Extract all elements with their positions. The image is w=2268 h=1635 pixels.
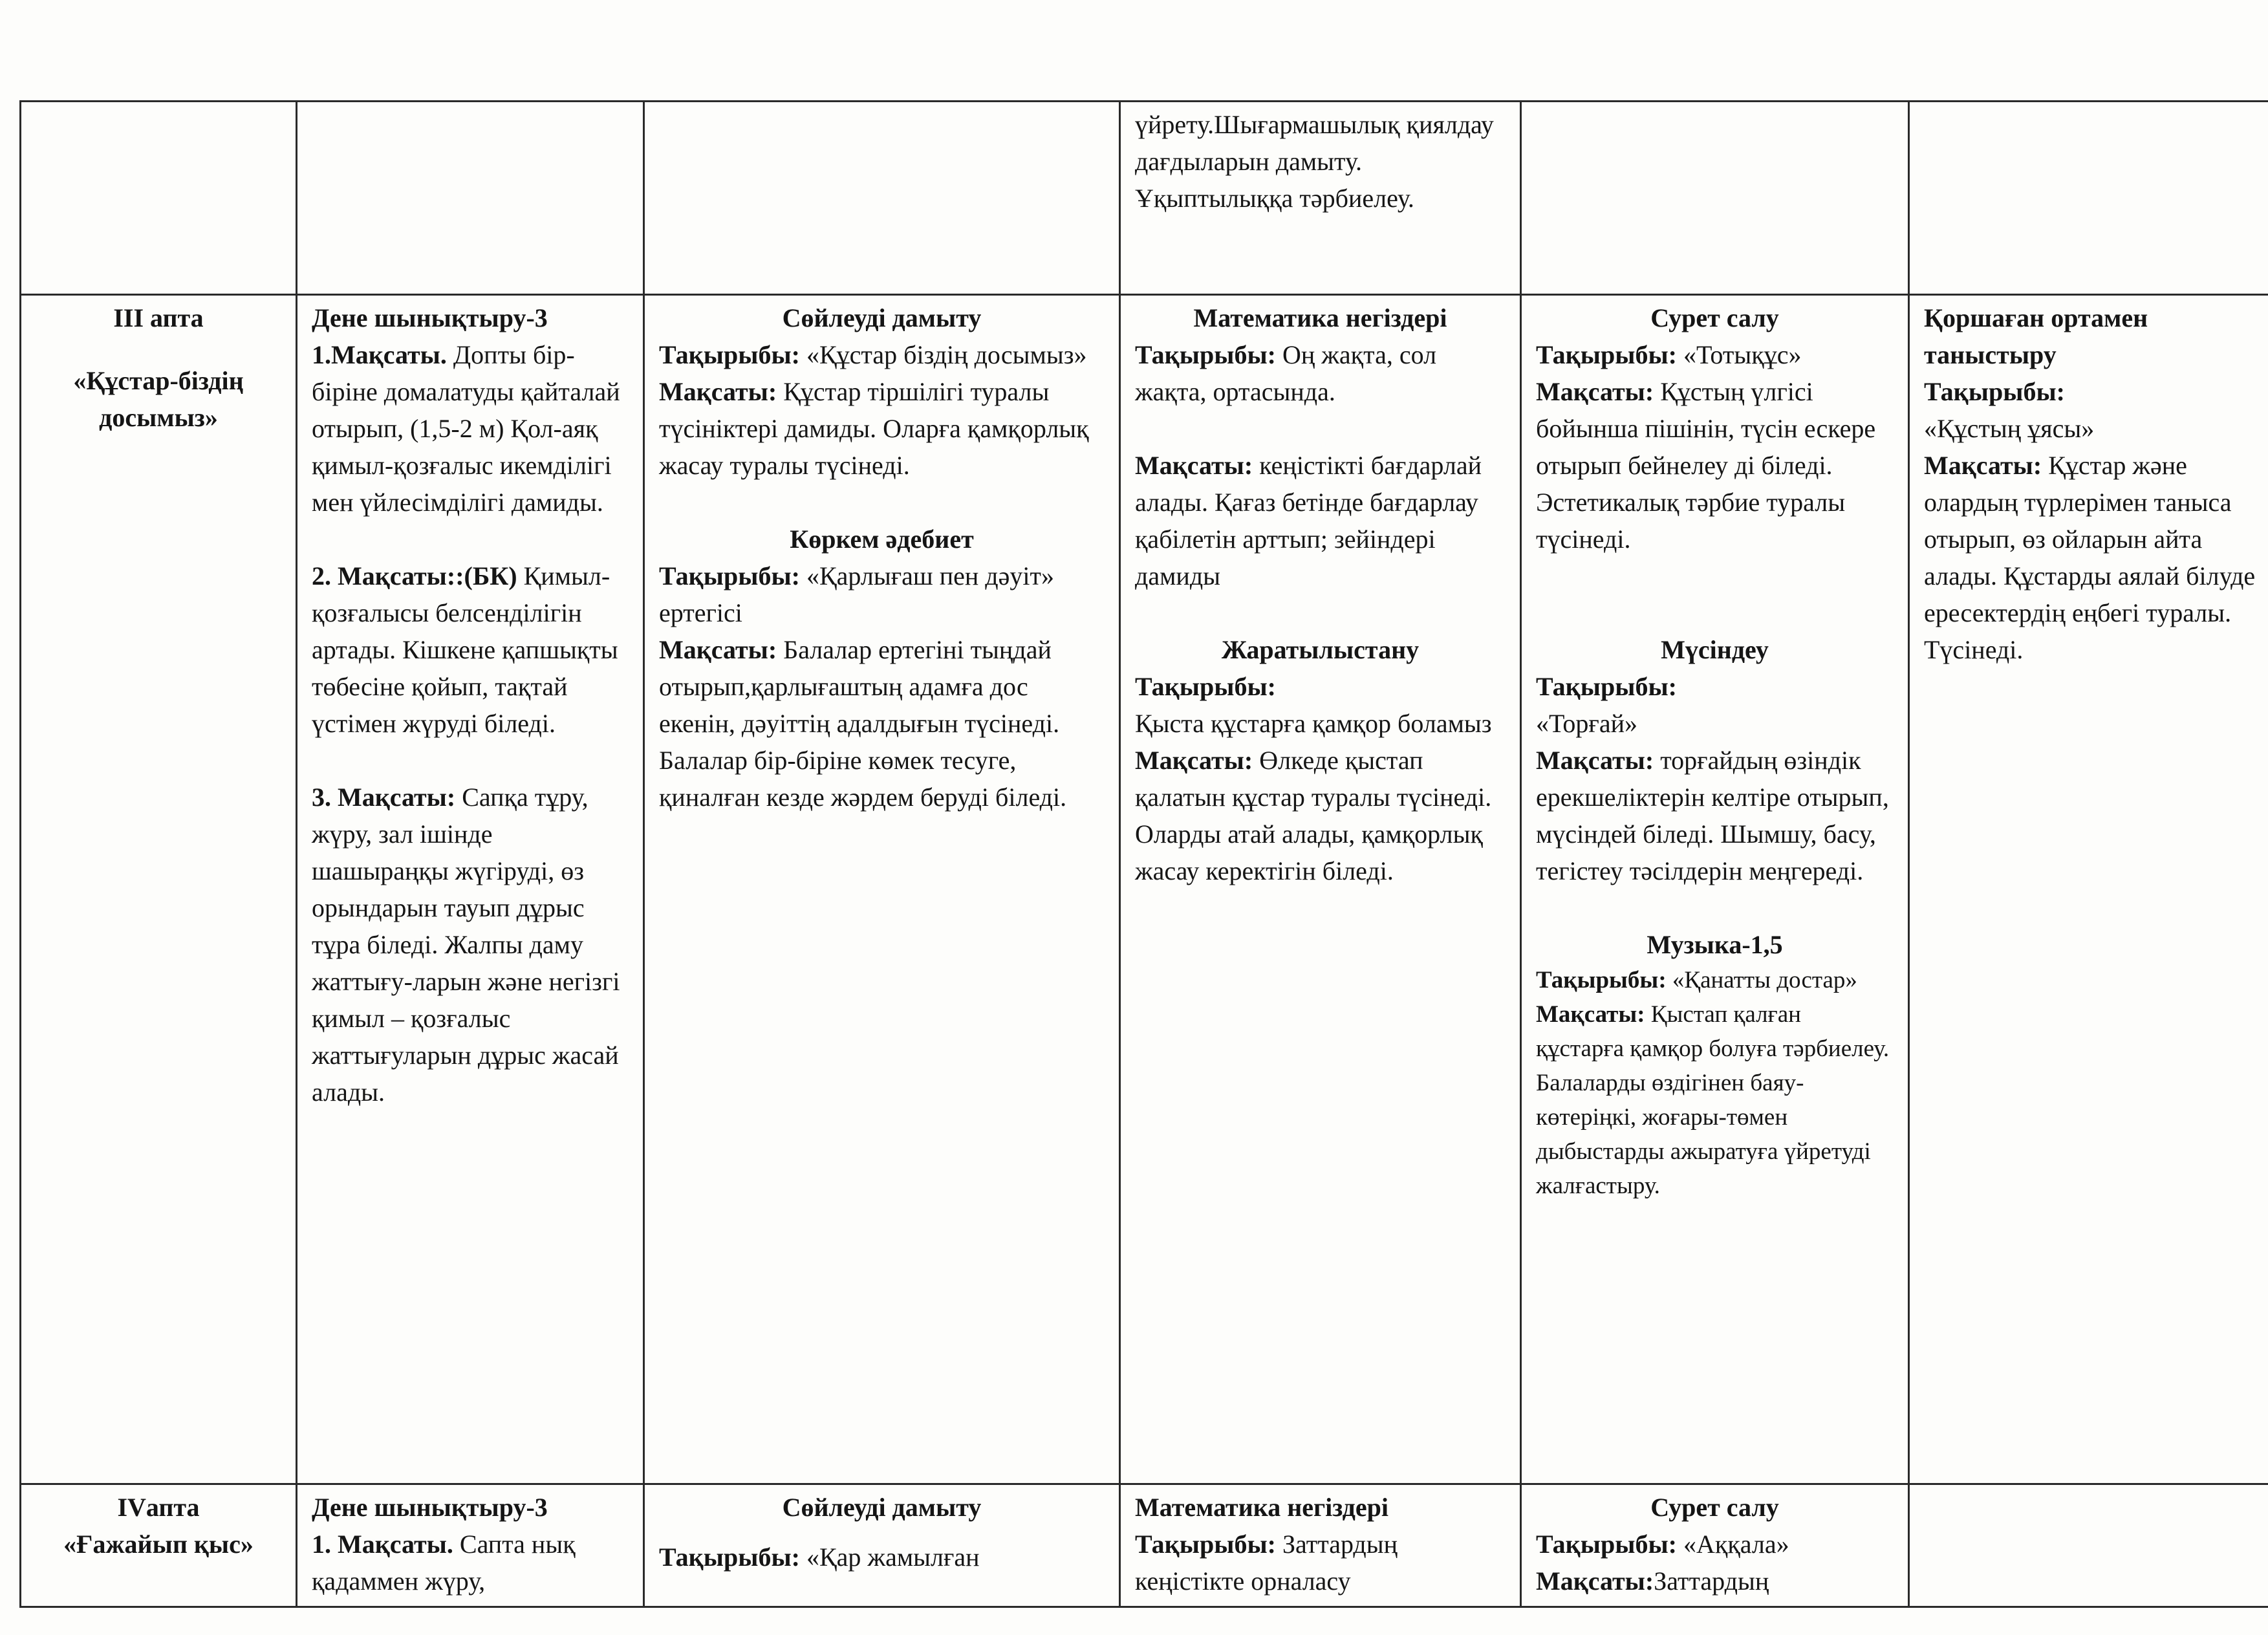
- env-cell: [1909, 295, 2268, 1484]
- goal-text: Допты бір-біріне домалатуды қайталай отырып, (1,5-2 м) Қол-аяқ қимыл-қозғалыс икемділігі мен үйлесімділігі дамиды.: [312, 340, 620, 517]
- goal-label: Мақсаты:: [1924, 451, 2042, 480]
- topic-label: Тақырыбы:: [1135, 672, 1276, 701]
- goal-text: Сапта нық қадаммен жүру,: [312, 1530, 576, 1596]
- topic-label: Тақырыбы:: [1135, 340, 1276, 369]
- pe-cell: [297, 1484, 644, 1607]
- topic-text: «Қарлығаш пен дәуіт» ертегісі: [659, 561, 1054, 627]
- subject-title: Музыка-1,5: [1647, 930, 1783, 959]
- topic-text: «Құстың ұясы»: [1924, 414, 2095, 443]
- pe-cell: [297, 102, 644, 295]
- goal-label: Мақсаты:: [1536, 746, 1654, 775]
- topic-text: «Тотықұс»: [1683, 340, 1802, 369]
- goal-text: Құстар тіршілігі туралы түсініктері дамиды. Оларға қамқорлық жасау туралы түсінеді.: [659, 377, 1089, 480]
- topic-label: Тақырыбы:: [659, 1543, 800, 1572]
- goal-label: Мақсаты:: [1536, 1566, 1654, 1596]
- goal-label: Мақсаты:: [659, 377, 777, 406]
- goal-text: Қыстап қалған құстарға қамқор болуға тәрбиелеу. Балаларды өздігінен баяу-көтеріңкі, жоғары-төмен дыбыстарды ажыратуға үйретуді жалғастыру.: [1536, 1001, 1890, 1199]
- goal-text: Өлкеде қыстап қалатын құстар туралы түсінеді. Оларды атай алады, қамқорлық жасау керектігін біледі.: [1135, 746, 1492, 885]
- subject-title: Сурет салу: [1650, 1493, 1779, 1522]
- goal-text: кеңістікті бағдарлай алады. Қағаз бетінде бағдарлау қабілетін арттып; зейіндері дамиды: [1135, 451, 1482, 590]
- goal-label: Мақсаты:: [1536, 1001, 1645, 1028]
- speech-cell: [644, 1484, 1120, 1607]
- subject-title: Сурет салу: [1650, 303, 1779, 332]
- art-cell: [1521, 1484, 1909, 1607]
- topic-label: Тақырыбы:: [1536, 1530, 1677, 1559]
- goal-text: Қимыл-қозғалысы белсенділігін артады. Кішкене қапшықты төбесіне қойып, тақтай үстімен жүруді біледі.: [312, 561, 618, 738]
- goal-text: Сапқа тұру, жүру, зал ішінде шашыраңқы жүгіруді, өз орындарын тауып дұрыс тұра біледі. Жалпы даму жаттығу-ларын және негізгі қимыл – қозғалыс жаттығуларын дұрыс жасай алады.: [312, 783, 620, 1107]
- goal-text: Балалар ертегіні тыңдай отырып,қарлығаштың адамға дос екенін, дәуіттің адалдығын түсінеді. Балалар бір-біріне көмек тесуге, қиналған кезде жәрдем беруді біледі.: [659, 635, 1067, 812]
- topic-text: «Аққала»: [1683, 1530, 1789, 1559]
- goal-text: Заттардың: [1654, 1566, 1769, 1596]
- week-cell: [21, 1484, 297, 1607]
- subject-title: Дене шынықтыру-3: [312, 1493, 548, 1522]
- table-row: [21, 1484, 2268, 1607]
- topic-text: Оң жақта, сол жақта, ортасында.: [1135, 340, 1437, 406]
- subject-title: Дене шынықтыру-3: [312, 303, 548, 332]
- goal-text: Құстың үлгісі бойынша пішінін, түсін ескере отырып бейнелеу ді біледі. Эстетикалық тәрбие туралы түсінеді.: [1536, 377, 1876, 554]
- goal-label: Мақсаты:: [1135, 451, 1253, 480]
- week-theme: «Ғажайып қыс»: [63, 1530, 254, 1559]
- lesson-plan-table: [19, 100, 2268, 1608]
- topic-label: Тақырыбы:: [659, 340, 800, 369]
- goal-label: Мақсаты:: [1536, 377, 1654, 406]
- week-cell: [21, 102, 297, 295]
- topic-label: Тақырыбы:: [659, 561, 800, 590]
- speech-cell: [644, 295, 1120, 1484]
- topic-text: «Қар жамылған: [806, 1543, 980, 1572]
- math-cell: [1120, 295, 1521, 1484]
- topic-label: Тақырыбы:: [1135, 1530, 1276, 1559]
- pe-cell: [297, 295, 644, 1484]
- topic-text: «Қанатты достар»: [1672, 967, 1857, 993]
- math-cell: [1120, 1484, 1521, 1607]
- goal-label: 1.Мақсаты.: [312, 340, 447, 369]
- subject-title: Сөйлеуді дамыту: [782, 1493, 982, 1522]
- art-cell: [1521, 295, 1909, 1484]
- goal-label: 3. Мақсаты:: [312, 783, 456, 812]
- topic-text: Қыста құстарға қамқор боламыз: [1135, 709, 1492, 738]
- topic-label: Тақырыбы:: [1924, 377, 2065, 406]
- subject-title: Математика негіздері: [1193, 303, 1447, 332]
- subject-title: Сөйлеуді дамыту: [782, 303, 982, 332]
- goal-text: Құстар және олардың түрлерімен таныса отырып, өз ойларын айта алады. Құстарды аялай білуде ересектердің еңбегі туралы. Түсінеді.: [1924, 451, 2256, 664]
- topic-text: Заттардың кеңістікте орналасу: [1135, 1530, 1398, 1596]
- subject-title: Жаратылыстану: [1221, 635, 1420, 664]
- math-cell: [1120, 102, 1521, 295]
- topic-label: Тақырыбы:: [1536, 672, 1677, 701]
- goal-text: торғайдың өзіндік ерекшеліктерін келтіре отырып, мүсіндей біледі. Шымшу, басу, тегістеу тәсілдерін меңгереді.: [1536, 746, 1889, 885]
- speech-cell: [644, 102, 1120, 295]
- topic-text: «Торғай»: [1536, 709, 1637, 738]
- env-cell: [1909, 1484, 2268, 1607]
- topic-label: Тақырыбы:: [1536, 967, 1667, 993]
- week-label: ІІІ апта: [113, 303, 204, 332]
- week-cell: [21, 295, 297, 1484]
- goal-label: Мақсаты:: [659, 635, 777, 664]
- cell-text: үйрету.Шығармашылық қиялдау дағдыларын дамыту. Ұқыптылыққа тәрбиелеу.: [1135, 110, 1494, 213]
- goal-label: 1. Мақсаты.: [312, 1530, 453, 1559]
- table-row: [21, 295, 2268, 1484]
- week-theme: «Құстар-біздің досымыз»: [73, 366, 244, 432]
- goal-label: 2. Мақсаты::(БК): [312, 561, 517, 590]
- subject-title: Математика негіздері: [1135, 1493, 1388, 1522]
- goal-label: Мақсаты:: [1135, 746, 1253, 775]
- subject-title: Мүсіндеу: [1661, 635, 1769, 664]
- table-row: [21, 102, 2268, 295]
- week-label: ІVапта: [117, 1493, 200, 1522]
- subject-title: Көркем әдебиет: [790, 525, 974, 554]
- subject-title: Қоршаған ортамен таныстыру: [1924, 303, 2148, 369]
- topic-label: Тақырыбы:: [1536, 340, 1677, 369]
- art-cell: [1521, 102, 1909, 295]
- topic-text: «Құстар біздің досымыз»: [806, 340, 1087, 369]
- env-cell: [1909, 102, 2268, 295]
